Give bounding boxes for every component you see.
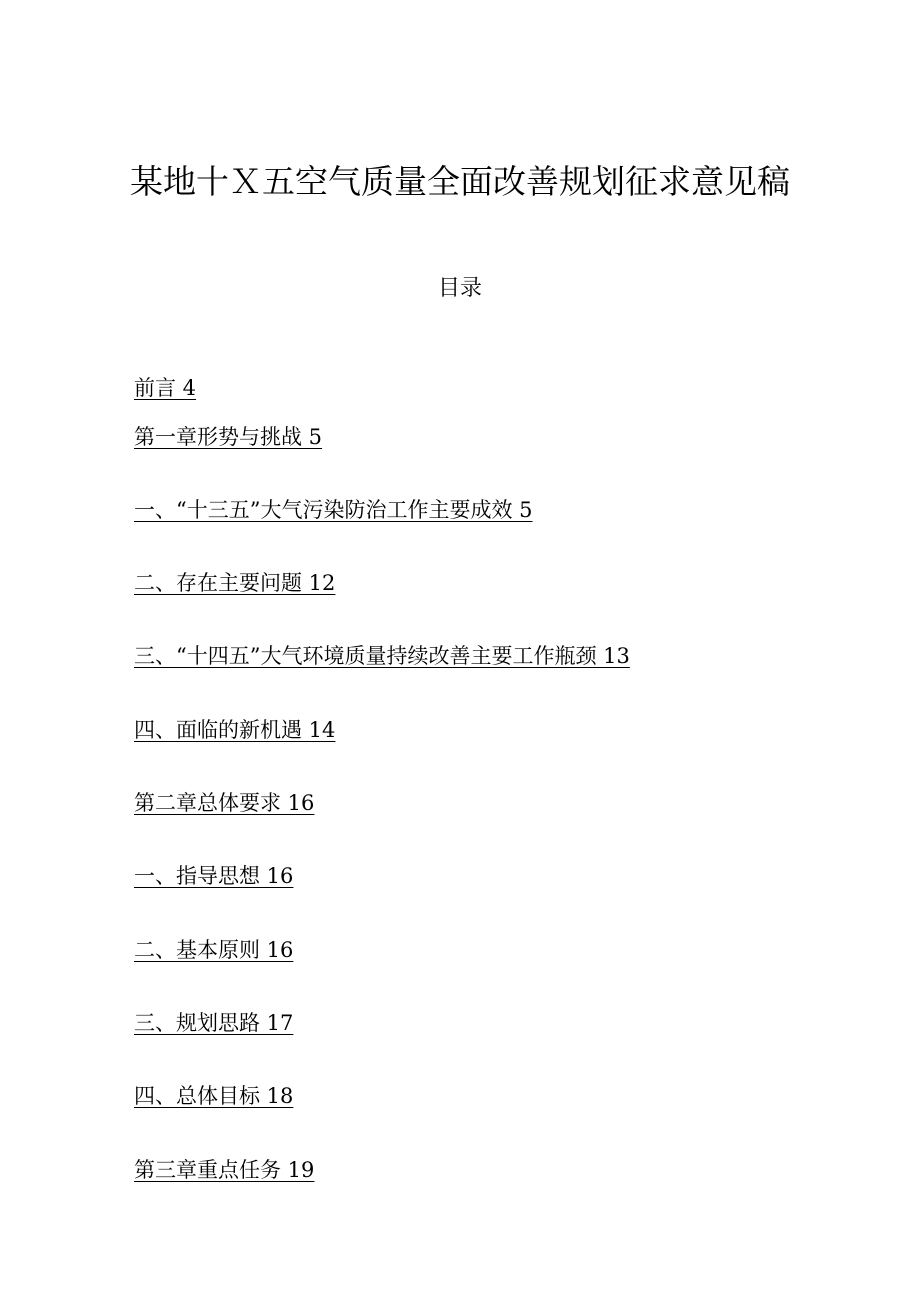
toc-link-1-1[interactable]: 一、“十三五”大气污染防治工作主要成效 5 [134,498,533,522]
toc-link-1-2[interactable]: 二、存在主要问题 12 [134,571,336,595]
toc-item-2-4 [134,1082,293,1110]
toc-item-1-4 [134,716,335,744]
toc-item-2-1 [134,862,293,890]
toc-link-1-4[interactable]: 四、面临的新机遇 14 [134,718,336,742]
toc-item-chapter-1 [134,423,322,451]
document-title: 某地十Ｘ五空气质量全面改善规划征求意见稿 [130,162,790,201]
toc-heading: 目录 [437,276,482,301]
toc-item-2-3 [134,1009,293,1037]
toc-link-chapter-2[interactable]: 第二章总体要求 16 [134,791,315,815]
toc-link-2-4[interactable]: 四、总体目标 18 [134,1084,294,1108]
toc-link-chapter-1[interactable]: 第一章形势与挑战 5 [134,425,323,449]
toc-link-2-1[interactable]: 一、指导思想 16 [134,864,294,888]
toc-item-1-3 [134,642,630,670]
toc-item-1-1 [134,496,533,524]
toc-link-2-2[interactable]: 二、基本原则 16 [134,938,294,962]
toc-link-preface[interactable]: 前言 4 [134,376,197,400]
toc-item-preface [134,374,196,402]
toc-item-chapter-3 [134,1156,314,1184]
toc-item-1-2 [134,569,335,597]
toc-link-1-3[interactable]: 三、“十四五”大气环境质量持续改善主要工作瓶颈 13 [134,644,630,668]
toc-link-2-3[interactable]: 三、规划思路 17 [134,1011,294,1035]
toc-item-chapter-2 [134,789,314,817]
toc-link-chapter-3[interactable]: 第三章重点任务 19 [134,1158,315,1182]
toc-item-2-2 [134,936,293,964]
